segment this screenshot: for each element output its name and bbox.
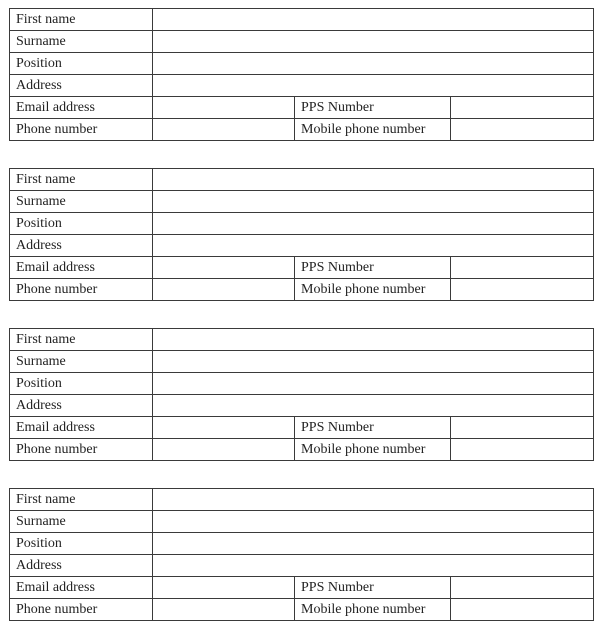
- email-label: Email address: [10, 417, 153, 439]
- contact-form-block: [9, 328, 594, 461]
- email-pps-row: [10, 97, 594, 119]
- mobile-field[interactable]: [451, 119, 594, 141]
- first-name-field[interactable]: [153, 489, 594, 511]
- phone-field[interactable]: [153, 279, 295, 301]
- surname-field[interactable]: [153, 511, 594, 533]
- position-row: [10, 213, 594, 235]
- mobile-label: Mobile phone number: [295, 279, 451, 301]
- address-field[interactable]: [153, 395, 594, 417]
- email-label: Email address: [10, 97, 153, 119]
- address-field[interactable]: [153, 75, 594, 97]
- mobile-label: Mobile phone number: [295, 439, 451, 461]
- address-field[interactable]: [153, 555, 594, 577]
- pps-label: PPS Number: [295, 417, 451, 439]
- surname-label: Surname: [10, 191, 153, 213]
- email-field[interactable]: [153, 257, 295, 279]
- pps-field[interactable]: [451, 97, 594, 119]
- address-field[interactable]: [153, 235, 594, 257]
- pps-label: PPS Number: [295, 257, 451, 279]
- phone-label: Phone number: [10, 279, 153, 301]
- phone-label: Phone number: [10, 439, 153, 461]
- phone-field[interactable]: [153, 599, 295, 621]
- address-label: Address: [10, 235, 153, 257]
- email-field[interactable]: [153, 97, 295, 119]
- first-name-row: [10, 169, 594, 191]
- phone-mobile-row: [10, 599, 594, 621]
- position-field[interactable]: [153, 373, 594, 395]
- phone-mobile-row: [10, 439, 594, 461]
- address-label: Address: [10, 555, 153, 577]
- email-field[interactable]: [153, 417, 295, 439]
- first-name-label: First name: [10, 169, 153, 191]
- address-label: Address: [10, 75, 153, 97]
- address-row: [10, 395, 594, 417]
- first-name-row: [10, 329, 594, 351]
- surname-label: Surname: [10, 351, 153, 373]
- position-field[interactable]: [153, 213, 594, 235]
- email-pps-row: [10, 417, 594, 439]
- mobile-field[interactable]: [451, 599, 594, 621]
- contact-form-block: [9, 488, 594, 621]
- first-name-field[interactable]: [153, 329, 594, 351]
- surname-label: Surname: [10, 511, 153, 533]
- pps-label: PPS Number: [295, 577, 451, 599]
- email-pps-row: [10, 257, 594, 279]
- email-pps-row: [10, 577, 594, 599]
- phone-mobile-row: [10, 119, 594, 141]
- first-name-row: [10, 489, 594, 511]
- pps-field[interactable]: [451, 417, 594, 439]
- position-row: [10, 53, 594, 75]
- surname-row: [10, 351, 594, 373]
- position-field[interactable]: [153, 533, 594, 555]
- email-label: Email address: [10, 257, 153, 279]
- phone-mobile-row: [10, 279, 594, 301]
- mobile-label: Mobile phone number: [295, 119, 451, 141]
- surname-field[interactable]: [153, 31, 594, 53]
- phone-field[interactable]: [153, 439, 295, 461]
- first-name-label: First name: [10, 9, 153, 31]
- surname-label: Surname: [10, 31, 153, 53]
- contact-form-block: [9, 8, 594, 141]
- phone-label: Phone number: [10, 119, 153, 141]
- first-name-label: First name: [10, 329, 153, 351]
- mobile-field[interactable]: [451, 279, 594, 301]
- pps-label: PPS Number: [295, 97, 451, 119]
- pps-field[interactable]: [451, 577, 594, 599]
- mobile-label: Mobile phone number: [295, 599, 451, 621]
- position-row: [10, 373, 594, 395]
- pps-field[interactable]: [451, 257, 594, 279]
- email-field[interactable]: [153, 577, 295, 599]
- contact-form-block: [9, 168, 594, 301]
- address-row: [10, 555, 594, 577]
- position-field[interactable]: [153, 53, 594, 75]
- first-name-label: First name: [10, 489, 153, 511]
- position-label: Position: [10, 533, 153, 555]
- email-label: Email address: [10, 577, 153, 599]
- address-row: [10, 75, 594, 97]
- surname-row: [10, 511, 594, 533]
- position-row: [10, 533, 594, 555]
- address-row: [10, 235, 594, 257]
- position-label: Position: [10, 53, 153, 75]
- mobile-field[interactable]: [451, 439, 594, 461]
- surname-field[interactable]: [153, 351, 594, 373]
- surname-row: [10, 31, 594, 53]
- position-label: Position: [10, 213, 153, 235]
- surname-field[interactable]: [153, 191, 594, 213]
- address-label: Address: [10, 395, 153, 417]
- first-name-field[interactable]: [153, 169, 594, 191]
- surname-row: [10, 191, 594, 213]
- first-name-row: [10, 9, 594, 31]
- first-name-field[interactable]: [153, 9, 594, 31]
- phone-label: Phone number: [10, 599, 153, 621]
- position-label: Position: [10, 373, 153, 395]
- phone-field[interactable]: [153, 119, 295, 141]
